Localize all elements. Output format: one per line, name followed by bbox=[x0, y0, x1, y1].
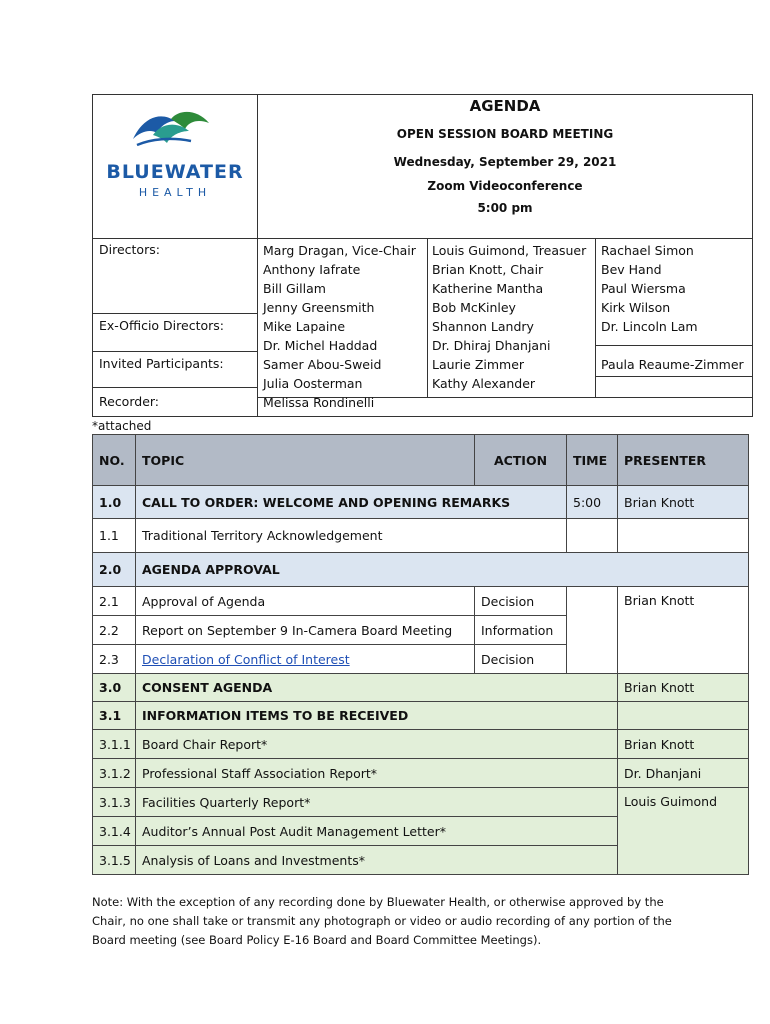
meeting-venue: Zoom Videoconference bbox=[427, 179, 583, 193]
col-header-no: NO. bbox=[93, 435, 136, 486]
director-name: Jenny Greensmith bbox=[263, 300, 375, 315]
item-topic: CONSENT AGENDA bbox=[136, 674, 618, 702]
director-name: Katherine Mantha bbox=[432, 281, 544, 296]
item-presenter bbox=[618, 702, 749, 730]
table-row bbox=[93, 759, 749, 788]
item-number: 3.1.1 bbox=[93, 730, 136, 759]
item-number: 3.1.5 bbox=[93, 846, 136, 875]
item-topic: Approval of Agenda bbox=[136, 587, 475, 616]
item-time: 5:00 bbox=[567, 486, 618, 519]
meeting-time: 5:00 pm bbox=[477, 201, 533, 215]
col-header-presenter: PRESENTER bbox=[618, 435, 749, 486]
invited-label: Invited Participants: bbox=[99, 356, 224, 371]
item-presenter: Brian Knott bbox=[618, 674, 749, 702]
item-topic: Traditional Territory Acknowledgement bbox=[136, 519, 567, 553]
item-number: 2.3 bbox=[93, 645, 136, 674]
table-row bbox=[93, 788, 749, 817]
exofficio-name: Dr. Lincoln Lam bbox=[601, 319, 698, 334]
item-number: 2.1 bbox=[93, 587, 136, 616]
item-number: 3.1.3 bbox=[93, 788, 136, 817]
item-number: 3.1 bbox=[93, 702, 136, 730]
attached-note: *attached bbox=[92, 419, 152, 433]
exofficio-name: Mike Lapaine bbox=[263, 319, 346, 334]
item-number: 3.1.2 bbox=[93, 759, 136, 788]
invited-name: Julia Oosterman bbox=[263, 376, 363, 391]
meeting-name: OPEN SESSION BOARD MEETING bbox=[396, 127, 614, 141]
item-action: Decision bbox=[475, 645, 567, 674]
exofficio-name: Dr. Dhiraj Dhanjani bbox=[432, 338, 551, 353]
director-name: Paul Wiersma bbox=[601, 281, 686, 296]
col-header-time: TIME bbox=[567, 435, 618, 486]
logo bbox=[93, 95, 258, 238]
table-header-row bbox=[93, 435, 749, 486]
exofficio-name: Shannon Landry bbox=[432, 319, 534, 334]
item-topic: Analysis of Loans and Investments* bbox=[136, 846, 618, 875]
agenda-header bbox=[92, 94, 753, 239]
director-name: Brian Knott, Chair bbox=[432, 262, 544, 277]
invited-name: Kathy Alexander bbox=[432, 376, 536, 391]
title-block bbox=[258, 95, 752, 238]
item-topic: INFORMATION ITEMS TO BE RECEIVED bbox=[136, 702, 618, 730]
table-row bbox=[93, 702, 749, 730]
logo-subtitle: HEALTH bbox=[138, 186, 212, 199]
item-presenter: Dr. Dhanjani bbox=[618, 759, 749, 788]
bluewater-leaf-icon bbox=[131, 109, 211, 149]
item-presenter: Brian Knott bbox=[618, 730, 749, 759]
item-time bbox=[567, 519, 618, 553]
item-topic: Board Chair Report* bbox=[136, 730, 618, 759]
meeting-date: Wednesday, September 29, 2021 bbox=[393, 155, 617, 169]
director-name: Bill Gillam bbox=[263, 281, 326, 296]
director-name: Bev Hand bbox=[601, 262, 662, 277]
director-name: Marg Dragan, Vice-Chair bbox=[263, 243, 416, 258]
table-row bbox=[93, 553, 749, 587]
item-topic: AGENDA APPROVAL bbox=[136, 553, 749, 587]
item-number: 2.0 bbox=[93, 553, 136, 587]
table-row bbox=[93, 519, 749, 553]
conflict-of-interest-link[interactable]: Declaration of Conflict of Interest bbox=[142, 651, 350, 667]
table-row bbox=[93, 730, 749, 759]
col-header-topic: TOPIC bbox=[136, 435, 475, 486]
item-topic: Report on September 9 In-Camera Board Meeting bbox=[136, 616, 475, 645]
director-name: Kirk Wilson bbox=[601, 300, 671, 315]
item-number: 2.2 bbox=[93, 616, 136, 645]
director-name: Anthony Iafrate bbox=[263, 262, 361, 277]
page-title: AGENDA bbox=[469, 97, 541, 115]
item-topic: CALL TO ORDER: WELCOME AND OPENING REMARKS bbox=[136, 486, 567, 519]
attendees-table bbox=[92, 239, 753, 417]
directors-label: Directors: bbox=[99, 242, 160, 257]
recorder-label: Recorder: bbox=[99, 394, 160, 409]
director-name: Rachael Simon bbox=[601, 243, 694, 258]
item-action: Decision bbox=[475, 587, 567, 616]
col-header-action: ACTION bbox=[475, 435, 567, 486]
item-topic: Auditor’s Annual Post Audit Management Letter* bbox=[136, 817, 618, 846]
agenda-table bbox=[92, 434, 749, 875]
invited-name: Laurie Zimmer bbox=[432, 357, 525, 372]
item-topic: Facilities Quarterly Report* bbox=[136, 788, 618, 817]
logo-wordmark: BLUEWATER bbox=[106, 161, 244, 183]
item-presenter bbox=[618, 519, 749, 553]
item-presenter: Louis Guimond bbox=[618, 788, 749, 875]
item-topic: Professional Staff Association Report* bbox=[136, 759, 618, 788]
exofficio-label: Ex-Officio Directors: bbox=[99, 318, 224, 333]
table-row bbox=[93, 587, 749, 616]
director-name: Bob McKinley bbox=[432, 300, 516, 315]
recorder-name: Melissa Rondinelli bbox=[263, 395, 375, 410]
item-presenter: Brian Knott bbox=[618, 486, 749, 519]
invited-name: Samer Abou-Sweid bbox=[263, 357, 382, 372]
item-number: 1.0 bbox=[93, 486, 136, 519]
item-number: 1.1 bbox=[93, 519, 136, 553]
item-time bbox=[567, 587, 618, 674]
table-row bbox=[93, 486, 749, 519]
invited-name: Paula Reaume-Zimmer bbox=[601, 357, 744, 372]
director-name: Louis Guimond, Treasuer bbox=[432, 243, 587, 258]
item-number: 3.0 bbox=[93, 674, 136, 702]
item-presenter: Brian Knott bbox=[618, 587, 749, 674]
exofficio-name: Dr. Michel Haddad bbox=[263, 338, 378, 353]
table-row bbox=[93, 674, 749, 702]
recording-policy-note: Note: With the exception of any recording done by Bluewater Health, or otherwise approved by the Chair, no one shall take or transmit any photograph or video or audio recording of any portion of the Board meeting (see Board Policy E-16 Board and Board Committee Meetings). bbox=[92, 895, 672, 947]
item-action: Information bbox=[475, 616, 567, 645]
item-number: 3.1.4 bbox=[93, 817, 136, 846]
